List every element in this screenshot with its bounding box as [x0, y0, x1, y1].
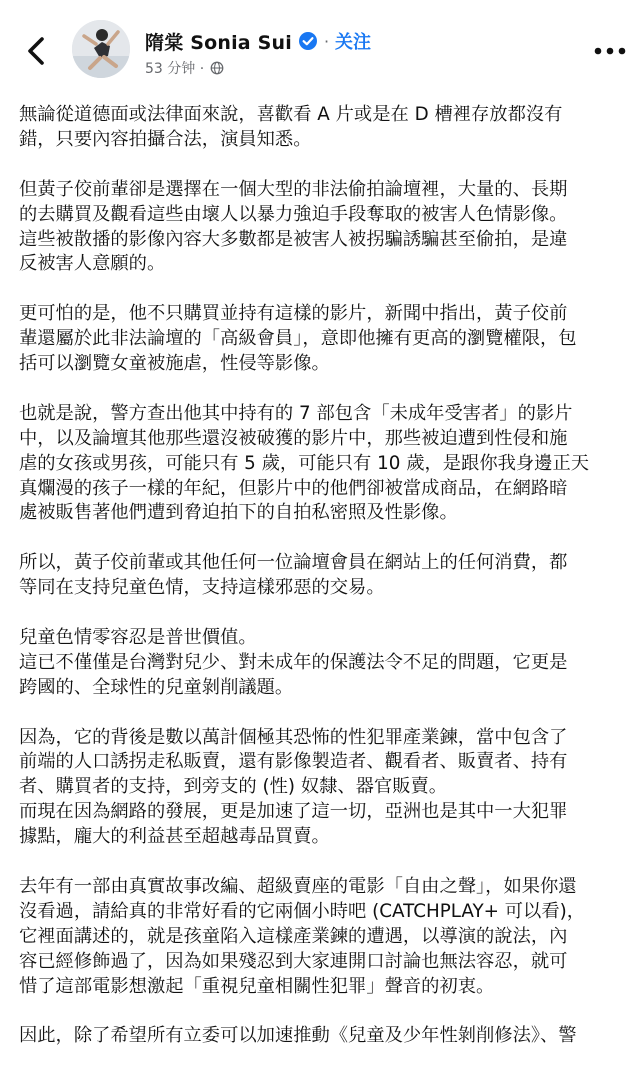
post-header — [0, 0, 640, 92]
follow-button[interactable]: 关注 — [335, 32, 372, 53]
post-paragraph: 兒童色情零容忍是普世價值。 這已不僅僅是台灣對兒少、對未成年的保護法令不足的問題，它更是 跨國的、全球性的兒童剝削議題。 — [19, 626, 568, 698]
post-paragraph: 但黃子佼前輩卻是選擇在一個大型的非法偷拍論壇裡，大量的、長期 的去購買及觀看這些由壞人以暴力強迫手段奪取的被害人色情影像。 這些被散播的影像內容大多數都是被害人被拐騙誘騙甚至偷拍，是違 反被害人意願的。 — [19, 178, 568, 275]
post-time: 53 分钟 · — [145, 61, 205, 77]
post-paragraph: 更可怕的是，他不只購買並持有這樣的影片，新聞中指出，黃子佼前 輩還屬於此非法論壇的「高級會員」，意即他擁有更高的瀏覽權限，包 括可以瀏覽女童被施虐，性侵等影像。 — [19, 303, 577, 375]
post-paragraph: 因為，它的背後是數以萬計個極其恐怖的性犯罪產業鍊，當中包含了 前端的人口誘拐走私販賣，還有影像製造者、觀看者、販賣者、持有 者、購買者的支持，到旁支的 (性) 奴隸、器官販賣。 而現在因為網路的發展，更是加速了這一切，亞洲也是其中一大犯罪 據點，龐大的利益甚至超越毒品買賣。 — [19, 726, 568, 848]
avatar[interactable] — [72, 20, 130, 78]
post-paragraph: 也就是說，警方查出他其中持有的 7 部包含「未成年受害者」的影片 中，以及論壇其他那些還沒被破獲的影片中，那些被迫遭到性侵和施 虐的女孩或男孩，可能只有 5 歲，可能只有 10 歲，是跟你我身邊正天 真爛漫的孩子一樣的年紀，但影片中的他們卻被當成商品，在網路暗 處被販售著他們遭到脅迫拍下的自拍私密照及性影像。 — [19, 402, 590, 524]
post-paragraph: 因此，除了希望所有立委可以加速推動《兒童及少年性剝削修法》、警 — [19, 1025, 577, 1047]
avatar-photo — [72, 20, 130, 78]
more-horizontal-icon[interactable] — [592, 42, 628, 60]
post-meta — [145, 58, 224, 78]
post-paragraph: 去年有一部由真實故事改編、超級賣座的電影「自由之聲」，如果你還 沒看過，請給真的非常好看的它兩個小時吧 (CATCHPLAY+ 可以看)， 它裡面講述的，就是孩童陷入這樣產業鍊的遭遇，以導演的說法，內 容已經修飾過了，因為如果殘忍到大家連開口討論也無法容忍，就可 惜了這部電影想激起「重視兒童相關性犯罪」聲音的初衷。 — [19, 875, 586, 997]
post-paragraph: 無論從道德面或法律面來說，喜歡看 A 片或是在 D 槽裡存放都沒有 錯，只要內容拍攝合法，演員知悉。 — [19, 104, 563, 150]
post-body — [19, 103, 631, 1074]
post-paragraph: 所以，黃子佼前輩或其他任何一位論壇會員在網站上的任何消費，都 等同在支持兒童色情，支持這樣邪惡的交易。 — [19, 552, 568, 599]
chevron-left-icon[interactable] — [20, 34, 54, 68]
verified-badge-icon — [298, 31, 318, 51]
separator-dot: · — [323, 31, 330, 51]
globe-icon — [210, 61, 224, 75]
author-row — [145, 26, 371, 56]
author-name[interactable]: 隋棠 Sonia Sui — [145, 31, 292, 54]
